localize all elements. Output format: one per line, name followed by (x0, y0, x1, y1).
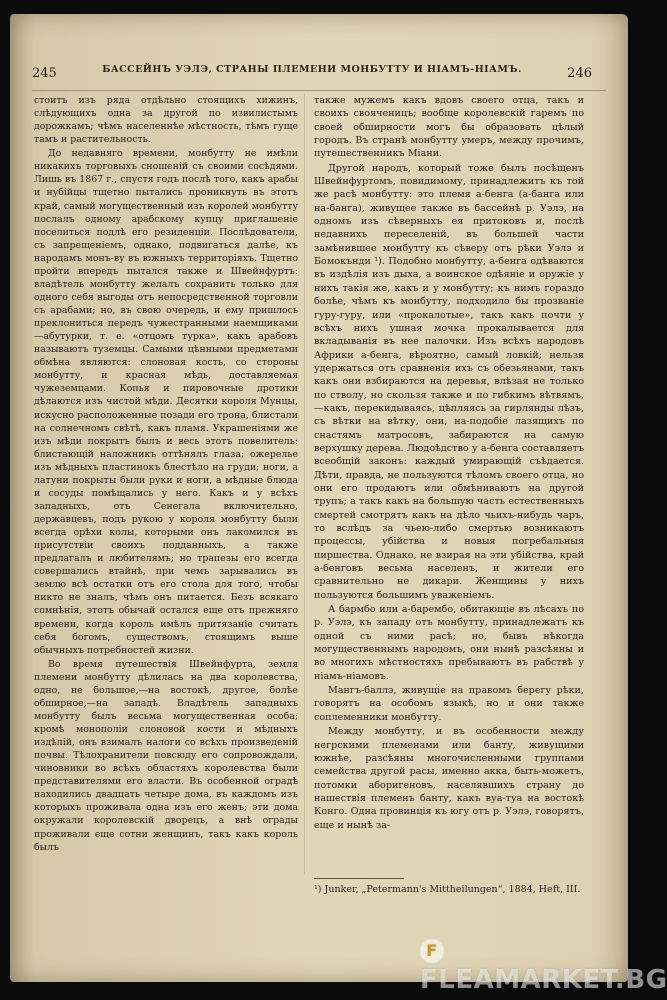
paragraph: Другой народъ, который тоже былъ посѣщенъ Швейнфуртомъ, повидимому, принадлежитъ къ той же расѣ монбутту: это племя а-бенга (а-банга или на-банга), живущее также въ бассейнѣ р. Уэлэ, на одномъ изъ сѣверныхъ ея притоковъ и, послѣ недавнихъ переселеній, въ большей части замѣнившее монбутту къ сѣверу отъ рѣки Уэлэ и Бомокънди ¹). Подобно монбутту, а-бенга одѣваются въ издѣлія изъ дыха, а воинское одѣяніе и оружіе у нихъ такія же, какъ и у монбутту; къ нимъ гораздо болѣе, чѣмъ къ монбутту, подходило бы прозваніе гуру-гуру, или «прокалотые», такъ какъ почти у всѣхъ нихъ ушная мочка прокалывается для вкладыванія въ нее палочки. Изъ всѣхъ народовъ Африки а-бенга, вѣроятно, самый ловкій; нельзя удержаться отъ сравненія ихъ съ обезьянами, такъ какъ они взбираются на деревья, влѣзая не только по стволу, но скользя также и по гибкимъ вѣтвямъ,—какъ, перекидываясь, цѣпляясь за гирлянды лѣзъ, съ вѣтки на вѣтку, они, на-подобіе лазящихъ по снастямъ матросовъ, забираются на самую верхушку дерева. Людоѣдство у а-бенга составляетъ всеобщій законъ: каждый умирающій съѣдается. Дѣти, правда, не пользуются тѣломъ своего отца, но они его продаютъ или обмѣниваютъ на другой трупъ; а такъ какъ на большую часть естественныхъ смертей смотрятъ какъ на дѣло чьихъ-нибудь чаръ, то вслѣдъ за чьею-либо смертью возникаютъ процессы, убійства и новыя погребальныя пиршества. Однако, не взирая на эти убійства, край а-бенговъ весьма населенъ, и жители его сравнительно не дикари. Женщины у нихъ пользуются большимъ уваженіемъ. (314, 162, 584, 601)
column-gutter (304, 94, 305, 874)
paragraph: А бармбо или а-барембо, обитающіе въ лѣсахъ по р. Уэлэ, къ западу отъ монбутту, принадлежатъ къ одной съ ними расѣ; но, бывъ нѣкогда могущественнымъ народомъ, они нынѣ разсѣяны и во многихъ мѣстностяхъ пребываютъ въ рабствѣ у ніамъ-ніамовъ. (314, 604, 584, 682)
footnote-rule (314, 878, 404, 879)
running-title: БАССЕЙНЪ УЭЛЭ, СТРАНЫ ПЛЕМЕНИ МОНБУТТУ И НІАМЪ-НІАМЪ. (102, 64, 522, 75)
paragraph: До недавняго времени, монбутту не имѣли никакихъ торговыхъ сношеній съ своими сосѣдями. Лишь въ 1867 г., спустя годъ послѣ того, какъ арабы и нубійцы тщетно пытались проникнуть въ этотъ край, самый могущественный изъ королей монбутту послалъ одному арабскому купцу приглашеніе поселиться подлѣ его резиденціи. Послѣдователи, съ запрещеніемъ, однако, подвигаться далѣе, къ народамъ монъ-ву въ южныхъ территоріяхъ. Тщетно пройти впередъ пытался также и Швейнфуртъ: владѣтель монбутту желалъ сохранить только для одного себя выгоды отъ непосредственной торговли съ арабами; но, въ свою очередь, и ему пришлось преклониться передъ чужестранными наемщиками—абутурки, т. е. «отцомъ турка», какъ арабовъ называютъ туземцы. Самыми цѣнными предметами обмѣна являются: слоновая кость, со стороны монбутту, и красная мѣдь, доставляемая чужеземцами. Копья и пировочные дротики дѣлаются изъ чистой мѣди. Десятки короля Мунцы, искусно расположенные позади его трона, блистали на солнечномъ свѣтѣ, какъ пламя. Украшеніями же изъ мѣди покрытъ былъ и весь этотъ повелитель: блистающій наложникъ оттѣнялъ глаза; ожерелье изъ мѣдныхъ пластинокъ блестѣло на груди; ноги, а латуни покрыты были руки и ноги, а мѣдные блюда и сосуды помѣщались у него. Какъ и у всѣхъ западныхъ, отъ Сенегала включительно, державцевъ, подъ рукою у короля монбутту были всегда орѣхи колы, которыми онъ лакомился въ присутствіи своихъ подданныхъ, а также предлагалъ и любителямъ; но трапезы его всегда совершались втайнѣ, при чемъ зарывались въ землю всѣ остатки отъ его стола для того, чтобы никто не зналъ, чѣмъ онъ питается. Безъ всякаго сомнѣнія, этотъ обычай остался еще отъ прежняго времени, когда король имѣлъ притязаніе считать себя богомъ, существомъ, стоящимъ выше обычныхъ потребностей жизни. (34, 148, 298, 656)
paragraph: Между монбутту, и въ особенности между негрскими племенами или банту, живущими южнѣе, разсѣяны многочисленными группами семейства другой расы, именно акка, быть-можетъ, потомки аборигеновъ, населявшихъ страну до нашествія племенъ банту, какъ вуа-туа на востокѣ Конго. Одна провинція къ югу отъ р. Уэлэ, говорятъ, еще и нынѣ за- (314, 726, 584, 831)
paragraph: стоитъ изъ ряда отдѣльно стоящихъ хижинъ, слѣдующихъ одна за другой по извилистымъ дорожкамъ; чѣмъ населеннѣе мѣстность, тѣмъ гуще тамъ и растительность. (34, 95, 298, 146)
header-rule (32, 90, 606, 91)
right-column (314, 94, 584, 833)
page-header (32, 62, 592, 86)
book-page (10, 14, 628, 982)
left-page-number: 245 (32, 66, 57, 81)
watermark (420, 935, 667, 995)
footnote: ¹) Junker, „Petermann's Mittheilungen“, 1884, Heft, III. (314, 884, 581, 895)
paragraph: Во время путешествія Швейнфурта, земля племени монбутту дѣлилась на два королевства, одно, не большое,—на востокѣ, другое, болѣе обширное,—на западѣ. Владѣтель западныхъ монбутту былъ весьма могущественная особа; кромѣ монополіи слоновой кости и мѣдныхъ издѣлій, онъ взималъ налоги со всѣхъ произведеній почвы. Тѣлохранители повсюду его сопровождали, чиновники во всѣхъ областяхъ королевства были представителями его власти. Въ особенной оградѣ находились двадцать четыре дома, въ каждомъ изъ которыхъ проживала одна изъ его женъ; эти дома окружали королевскій дворецъ, а внѣ ограды проживали еще сотни женщинъ, такъ какъ король былъ (34, 658, 298, 853)
left-column (34, 94, 298, 855)
watermark-logo-icon: F (420, 939, 444, 963)
right-page-number: 246 (567, 66, 592, 81)
paragraph: Мангъ-баллэ, живущіе на правомъ берегу рѣки, говорятъ на особомъ языкѣ, но и они также соплеменники монбутту. (314, 685, 584, 723)
paragraph: также мужемъ какъ вдовъ своего отца, такъ и своихъ свояченицъ; вообще королевскій гаремъ по своей обширности могъ бы образовать цѣлый городъ. Въ странѣ монбутту умеръ, между прочимъ, путешественникъ Міани. (314, 95, 584, 160)
watermark-text: FLEAMARKET.BG (420, 965, 667, 995)
